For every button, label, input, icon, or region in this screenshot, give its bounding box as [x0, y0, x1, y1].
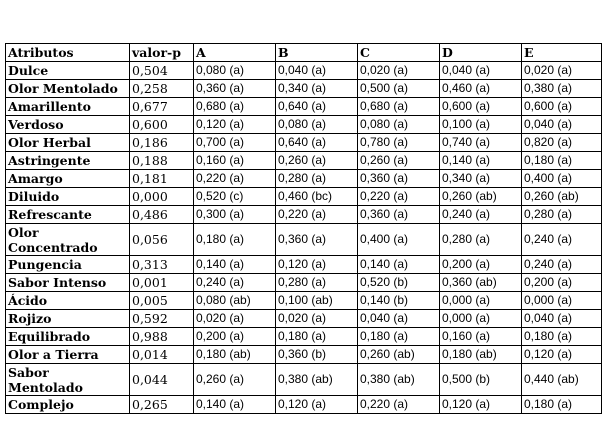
sample-value-cell: 0,380 (ab) — [358, 364, 440, 396]
sample-value-cell: 0,780 (a) — [358, 134, 440, 152]
sample-value-cell: 0,020 (a) — [194, 310, 276, 328]
p-value-cell: 0,181 — [130, 170, 194, 188]
sample-value-cell: 0,120 (a) — [276, 256, 358, 274]
attribute-name-cell: Ácido — [6, 292, 130, 310]
sample-value-cell: 0,500 (b) — [440, 364, 522, 396]
sample-value-cell: 0,820 (a) — [522, 134, 602, 152]
sample-value-cell: 0,240 (a) — [522, 256, 602, 274]
sample-value-cell: 0,000 (a) — [440, 292, 522, 310]
sample-value-cell: 0,300 (a) — [194, 206, 276, 224]
sample-value-cell: 0,460 (bc) — [276, 188, 358, 206]
attribute-name-cell: Complejo — [6, 396, 130, 414]
sample-value-cell: 0,740 (a) — [440, 134, 522, 152]
sample-value-cell: 0,360 (b) — [276, 346, 358, 364]
p-value-cell: 0,677 — [130, 98, 194, 116]
sample-value-cell: 0,000 (a) — [522, 292, 602, 310]
sample-value-cell: 0,280 (a) — [276, 170, 358, 188]
sample-value-cell: 0,440 (ab) — [522, 364, 602, 396]
header-sample-a: A — [194, 44, 276, 62]
sample-value-cell: 0,140 (a) — [194, 396, 276, 414]
sample-value-cell: 0,040 (a) — [522, 310, 602, 328]
attribute-name-cell: Equilibrado — [6, 328, 130, 346]
attribute-name-cell: Amarillento — [6, 98, 130, 116]
header-valor-p: valor-p — [130, 44, 194, 62]
sample-value-cell: 0,200 (a) — [194, 328, 276, 346]
table-row — [6, 256, 602, 274]
attribute-name-cell: Dulce — [6, 62, 130, 80]
p-value-cell: 0,005 — [130, 292, 194, 310]
sample-value-cell: 0,260 (ab) — [358, 346, 440, 364]
attribute-name-cell: Sabor Mentolado — [6, 364, 130, 396]
sample-value-cell: 0,000 (a) — [440, 310, 522, 328]
sample-value-cell: 0,260 (ab) — [440, 188, 522, 206]
sample-value-cell: 0,260 (ab) — [522, 188, 602, 206]
table-row — [6, 224, 602, 256]
p-value-cell: 0,313 — [130, 256, 194, 274]
p-value-cell: 0,504 — [130, 62, 194, 80]
table-row — [6, 98, 602, 116]
table-row — [6, 310, 602, 328]
table-row — [6, 328, 602, 346]
header-sample-e: E — [522, 44, 602, 62]
p-value-cell: 0,014 — [130, 346, 194, 364]
sample-value-cell: 0,400 (a) — [522, 170, 602, 188]
sample-value-cell: 0,140 (a) — [194, 256, 276, 274]
sample-value-cell: 0,280 (a) — [276, 274, 358, 292]
sample-value-cell: 0,020 (a) — [276, 310, 358, 328]
sample-value-cell: 0,220 (a) — [194, 170, 276, 188]
sample-value-cell: 0,400 (a) — [358, 224, 440, 256]
sample-value-cell: 0,220 (a) — [276, 206, 358, 224]
sample-value-cell: 0,360 (ab) — [440, 274, 522, 292]
attribute-name-cell: Diluido — [6, 188, 130, 206]
sample-value-cell: 0,100 (a) — [440, 116, 522, 134]
table-row — [6, 116, 602, 134]
sample-value-cell: 0,020 (a) — [358, 62, 440, 80]
sample-value-cell: 0,360 (a) — [358, 170, 440, 188]
sample-value-cell: 0,600 (a) — [522, 98, 602, 116]
table-row — [6, 292, 602, 310]
sample-value-cell: 0,080 (a) — [276, 116, 358, 134]
p-value-cell: 0,486 — [130, 206, 194, 224]
sample-value-cell: 0,040 (a) — [522, 116, 602, 134]
sample-value-cell: 0,020 (a) — [522, 62, 602, 80]
sample-value-cell: 0,180 (a) — [194, 224, 276, 256]
sample-value-cell: 0,180 (ab) — [194, 346, 276, 364]
sample-value-cell: 0,140 (a) — [358, 256, 440, 274]
sample-value-cell: 0,280 (a) — [440, 224, 522, 256]
sample-value-cell: 0,360 (a) — [358, 206, 440, 224]
sample-value-cell: 0,340 (a) — [276, 80, 358, 98]
p-value-cell: 0,186 — [130, 134, 194, 152]
sample-value-cell: 0,240 (a) — [522, 224, 602, 256]
sample-value-cell: 0,120 (a) — [440, 396, 522, 414]
table-row — [6, 80, 602, 98]
sample-value-cell: 0,340 (a) — [440, 170, 522, 188]
sample-value-cell: 0,200 (a) — [440, 256, 522, 274]
p-value-cell: 0,265 — [130, 396, 194, 414]
attribute-name-cell: Refrescante — [6, 206, 130, 224]
sample-value-cell: 0,680 (a) — [358, 98, 440, 116]
attribute-name-cell: Pungencia — [6, 256, 130, 274]
sample-value-cell: 0,200 (a) — [522, 274, 602, 292]
p-value-cell: 0,592 — [130, 310, 194, 328]
sample-value-cell: 0,360 (a) — [276, 224, 358, 256]
header-sample-b: B — [276, 44, 358, 62]
sample-value-cell: 0,640 (a) — [276, 98, 358, 116]
sample-value-cell: 0,600 (a) — [440, 98, 522, 116]
table-row — [6, 274, 602, 292]
sample-value-cell: 0,180 (a) — [522, 328, 602, 346]
header-sample-d: D — [440, 44, 522, 62]
sample-value-cell: 0,240 (a) — [440, 206, 522, 224]
p-value-cell: 0,000 — [130, 188, 194, 206]
sample-value-cell: 0,260 (a) — [276, 152, 358, 170]
table-row — [6, 170, 602, 188]
sample-value-cell: 0,180 (a) — [276, 328, 358, 346]
header-sample-c: C — [358, 44, 440, 62]
attribute-name-cell: Sabor Intenso — [6, 274, 130, 292]
p-value-cell: 0,600 — [130, 116, 194, 134]
sample-value-cell: 0,160 (a) — [440, 328, 522, 346]
sample-value-cell: 0,640 (a) — [276, 134, 358, 152]
attributes-table — [5, 43, 602, 414]
p-value-cell: 0,188 — [130, 152, 194, 170]
sample-value-cell: 0,180 (a) — [522, 152, 602, 170]
sample-value-cell: 0,380 (a) — [522, 80, 602, 98]
sample-value-cell: 0,140 (b) — [358, 292, 440, 310]
sample-value-cell: 0,240 (a) — [194, 274, 276, 292]
sample-value-cell: 0,080 (a) — [194, 62, 276, 80]
sample-value-cell: 0,180 (a) — [358, 328, 440, 346]
sample-value-cell: 0,180 (a) — [522, 396, 602, 414]
attribute-name-cell: Amargo — [6, 170, 130, 188]
sample-value-cell: 0,120 (a) — [276, 396, 358, 414]
attribute-name-cell: Olor Concentrado — [6, 224, 130, 256]
table-row — [6, 62, 602, 80]
p-value-cell: 0,044 — [130, 364, 194, 396]
table-row — [6, 364, 602, 396]
attribute-name-cell: Olor a Tierra — [6, 346, 130, 364]
sample-value-cell: 0,260 (a) — [194, 364, 276, 396]
table-row — [6, 188, 602, 206]
sample-value-cell: 0,040 (a) — [440, 62, 522, 80]
table-row — [6, 134, 602, 152]
table-header-row — [6, 44, 602, 62]
table-row — [6, 396, 602, 414]
attribute-name-cell: Olor Herbal — [6, 134, 130, 152]
sample-value-cell: 0,460 (a) — [440, 80, 522, 98]
table-row — [6, 346, 602, 364]
sample-value-cell: 0,120 (a) — [194, 116, 276, 134]
attribute-name-cell: Verdoso — [6, 116, 130, 134]
sample-value-cell: 0,360 (a) — [194, 80, 276, 98]
sample-value-cell: 0,280 (a) — [522, 206, 602, 224]
sample-value-cell: 0,500 (a) — [358, 80, 440, 98]
sample-value-cell: 0,260 (a) — [358, 152, 440, 170]
attribute-name-cell: Rojizo — [6, 310, 130, 328]
p-value-cell: 0,001 — [130, 274, 194, 292]
sample-value-cell: 0,160 (a) — [194, 152, 276, 170]
attribute-name-cell: Astringente — [6, 152, 130, 170]
table-row — [6, 206, 602, 224]
sample-value-cell: 0,220 (a) — [358, 396, 440, 414]
attribute-name-cell: Olor Mentolado — [6, 80, 130, 98]
sample-value-cell: 0,120 (a) — [522, 346, 602, 364]
sample-value-cell: 0,180 (ab) — [440, 346, 522, 364]
p-value-cell: 0,056 — [130, 224, 194, 256]
sample-value-cell: 0,520 (c) — [194, 188, 276, 206]
sample-value-cell: 0,220 (a) — [358, 188, 440, 206]
sample-value-cell: 0,680 (a) — [194, 98, 276, 116]
sample-value-cell: 0,380 (ab) — [276, 364, 358, 396]
sample-value-cell: 0,520 (b) — [358, 274, 440, 292]
sample-value-cell: 0,080 (a) — [358, 116, 440, 134]
sample-value-cell: 0,140 (a) — [440, 152, 522, 170]
p-value-cell: 0,258 — [130, 80, 194, 98]
sample-value-cell: 0,080 (ab) — [194, 292, 276, 310]
p-value-cell: 0,988 — [130, 328, 194, 346]
sample-value-cell: 0,040 (a) — [276, 62, 358, 80]
table-row — [6, 152, 602, 170]
table-body — [6, 62, 602, 414]
header-atributos: Atributos — [6, 44, 130, 62]
sample-value-cell: 0,040 (a) — [358, 310, 440, 328]
sample-value-cell: 0,700 (a) — [194, 134, 276, 152]
sample-value-cell: 0,100 (ab) — [276, 292, 358, 310]
